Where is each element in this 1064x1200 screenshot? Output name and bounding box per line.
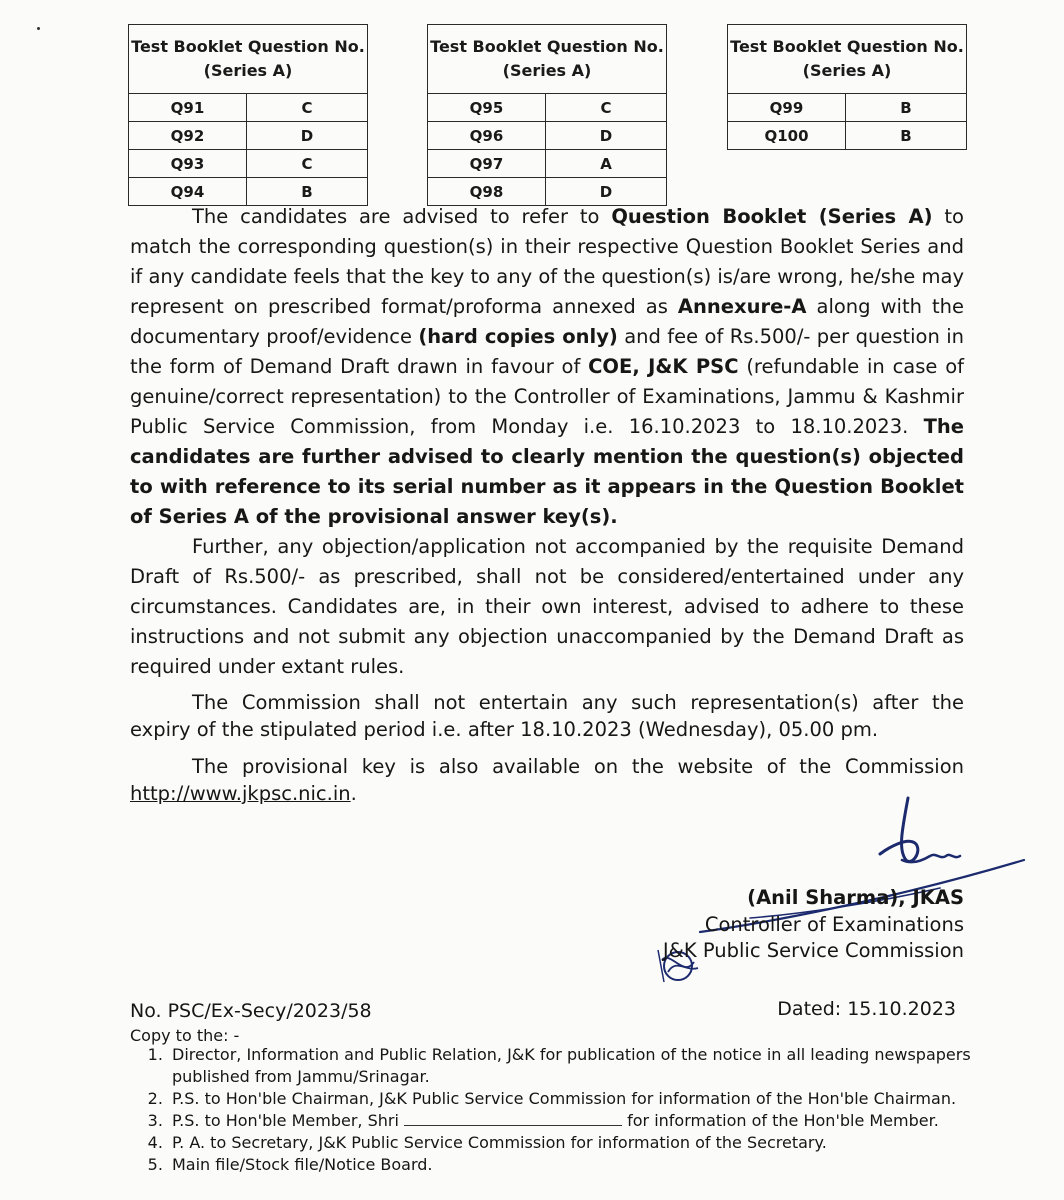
text-run-bold: COE, J&K PSC <box>588 355 739 378</box>
copy-to-list <box>130 1044 1018 1176</box>
list-item-text: P.S. to Hon'ble Member, Shri <box>172 1111 399 1130</box>
signatory-organisation: J&K Public Service Commission <box>662 939 964 962</box>
answer-key-table-1 <box>128 24 368 206</box>
paragraph-end: . <box>350 782 357 805</box>
question-cell: Q99 <box>728 94 846 122</box>
table-row <box>428 122 667 150</box>
blank-line <box>404 1111 622 1126</box>
question-cell: Q92 <box>129 122 247 150</box>
text-run-bold: Annexure-A <box>677 295 807 318</box>
text-run-bold: Question Booklet (Series A) <box>611 205 933 228</box>
answer-key-table-2 <box>427 24 667 206</box>
table-header-line: (Series A) <box>802 61 892 80</box>
table-header <box>129 25 368 94</box>
signatory-name: (Anil Sharma), JKAS <box>747 886 964 909</box>
answer-cell: B <box>247 178 368 206</box>
deadline-paragraph <box>130 689 964 743</box>
text-run: along with the documentary proof/evidence <box>130 295 964 348</box>
copy-to-heading: Copy to the: - <box>130 1026 240 1045</box>
instructions-paragraph <box>130 202 964 532</box>
text-run: (refundable in case of genuine/correct representation) to the Controller of Examinations, Jammu & Kashmir Public Service Commission, from Monday i.e. 16.10.2023 to 18.10.2023. <box>130 355 964 438</box>
question-cell: Q91 <box>129 94 247 122</box>
date-line: Dated: 15.10.2023 <box>777 998 956 1020</box>
table-header-line: Test Booklet Question No. <box>430 37 664 56</box>
question-cell: Q96 <box>428 122 546 150</box>
table-row <box>428 94 667 122</box>
objection-paragraph <box>130 532 964 682</box>
table-header-line: (Series A) <box>502 61 592 80</box>
table-row <box>129 150 368 178</box>
table-row <box>728 94 967 122</box>
answer-cell: B <box>846 94 967 122</box>
paragraph-text: The Commission shall not entertain any such representation(s) after the expiry of the stipulated period i.e. after 18.10.2023 (Wednesday), 05.00 pm. <box>130 691 964 741</box>
table-row <box>129 122 368 150</box>
question-cell: Q94 <box>129 178 247 206</box>
list-item: 1. Director, Information and Public Relation, J&K for publication of the notice in all leading newspapers published from Jammu/Srinagar. <box>168 1044 1018 1088</box>
question-cell: Q97 <box>428 150 546 178</box>
table-header <box>728 25 967 94</box>
question-cell: Q93 <box>129 150 247 178</box>
reference-number: No. PSC/Ex-Secy/2023/58 <box>130 1000 372 1022</box>
text-run: to match the corresponding question(s) in their respective Question Booklet Series and if any candidate feels that the key to any of the question(s) is/are wrong, he/she may represent on prescribed format/proforma annexed as <box>130 205 964 318</box>
website-link[interactable]: http://www.jkpsc.nic.in <box>130 782 351 805</box>
text-run: and fee of Rs.500/- per question in the form of Demand Draft drawn in favour of <box>130 325 964 378</box>
list-item-text: for information of the Hon'ble Member. <box>627 1111 939 1130</box>
paragraph-text: The provisional key is also available on the website of the Commission <box>192 755 964 778</box>
table-header-line: Test Booklet Question No. <box>730 37 964 56</box>
question-cell: Q100 <box>728 122 846 150</box>
list-item <box>168 1110 1018 1132</box>
answer-cell: B <box>846 122 967 150</box>
table-row <box>428 150 667 178</box>
answer-cell: C <box>546 94 667 122</box>
answer-cell: C <box>247 150 368 178</box>
table-header <box>428 25 667 94</box>
answer-cell: A <box>546 150 667 178</box>
answer-cell: D <box>546 122 667 150</box>
list-item: 2. P.S. to Hon'ble Chairman, J&K Public Service Commission for information of the Hon'ble Chairman. <box>168 1088 1018 1110</box>
table-row <box>728 122 967 150</box>
answer-cell: D <box>546 178 667 206</box>
table-row <box>129 94 368 122</box>
text-run-bold: (hard copies only) <box>418 325 618 348</box>
list-item: 5. Main file/Stock file/Notice Board. <box>168 1154 1018 1176</box>
answer-key-table-3 <box>727 24 967 150</box>
table-header-line: (Series A) <box>203 61 293 80</box>
text-run-bold: The candidates are further advised to clearly mention the question(s) objected to with reference to its serial number as it appears in the Question Booklet of Series A of the provisional answer key(s). <box>130 415 964 528</box>
paragraph-text: Further, any objection/application not accompanied by the requisite Demand Draft of Rs.500/- as prescribed, shall not be considered/entertained under any circumstances. Candidates are, in their own interest, advised to adhere to these instructions and not submit any objection unaccompanied by the Demand Draft as required under extant rules. <box>130 535 964 678</box>
answer-cell: D <box>247 122 368 150</box>
question-cell: Q95 <box>428 94 546 122</box>
question-cell: Q98 <box>428 178 546 206</box>
list-item: 4. P. A. to Secretary, J&K Public Service Commission for information of the Secretary. <box>168 1132 1018 1154</box>
text-run: The candidates are advised to refer to <box>192 205 612 228</box>
signatory-designation: Controller of Examinations <box>704 913 964 936</box>
stray-mark <box>37 27 40 30</box>
answer-cell: C <box>247 94 368 122</box>
table-header-line: Test Booklet Question No. <box>131 37 365 56</box>
